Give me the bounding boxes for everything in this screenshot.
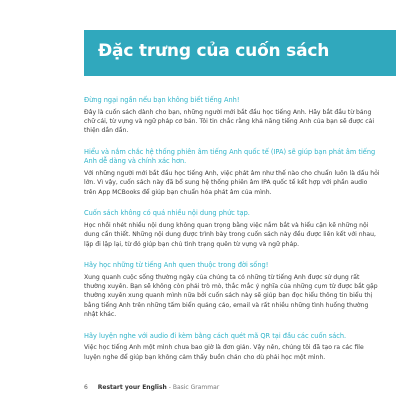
page-title: Đặc trưng của cuốn sách	[98, 41, 330, 61]
feature-body: Với những người mới bắt đầu học tiếng Anh, việc phát âm như thế nào cho chuẩn luôn là dấu hỏi lớn. Vì vậy, cuốn sách này đã bổ sung hệ thống phiên âm IPA quốc tế kết hợp với phần audio trên App MCBooks để giúp bạn chuẩn hóa phát âm của mình.	[84, 170, 380, 196]
feature-section	[84, 96, 380, 136]
feature-heading: Cuốn sách không có quá nhiều nội dung phức tạp.	[84, 209, 250, 218]
feature-section	[84, 209, 380, 249]
page-footer	[84, 384, 384, 391]
feature-heading: Đừng ngại ngần nếu bạn không biết tiếng Anh!	[84, 96, 240, 104]
feature-section	[84, 332, 380, 362]
feature-section	[84, 261, 380, 320]
page-number: 6	[84, 384, 88, 391]
feature-section	[84, 148, 380, 197]
feature-body: Xung quanh cuộc sống thường ngày của chúng ta có những từ tiếng Anh được sử dụng rất thường xuyên. Bạn sẽ không còn phải trò mò, thắc mắc ý nghĩa của những cụm từ được bắt gặp thường xuyên xung quanh mình nữa bởi cuốn sách này sẽ giúp bạn đọc hiểu thông tin biểu thị bằng tiếng Anh trên những tấm biển quảng cáo, email và rất nhiều những tình huống thường nhật khác.	[84, 273, 378, 319]
content-area	[84, 96, 380, 374]
feature-body: Đây là cuốn sách dành cho bạn, những người mới bắt đầu học tiếng Anh. Hãy bắt đầu từ bảng chữ cái, từ vựng và ngữ pháp cơ bản. Tôi tin chắc rằng khả năng tiếng Anh của bạn sẽ được cải thiện dần dần.	[84, 108, 375, 135]
feature-body: Việc học tiếng Anh một mình chưa bao giờ là đơn giản. Vậy nên, chúng tôi đã tạo ra các file luyện nghe để giúp bạn không cảm thấy buồn chán cho dù phải học một mình.	[84, 344, 364, 361]
feature-body: Học nhồi nhét nhiều nội dung không quan trọng bằng việc nắm bắt và hiểu cặn kẽ những nội dung cần thiết. Những nội dung được trình bày trong cuốn sách này đều được liên kết với nhau, lặp đi lặp lại, từ đó giúp bạn chủ tình trạng quên từ vựng và ngữ pháp.	[84, 221, 376, 248]
book-subtitle: - Basic Grammar	[168, 384, 220, 391]
feature-heading: Hiểu và nắm chắc hệ thống phiên âm tiếng Anh quốc tế (IPA) sẽ giúp bạn phát âm tiếng Anh dễ dàng và chính xác hơn.	[84, 147, 376, 166]
feature-heading: Hãy học những từ tiếng Anh quen thuộc trong đời sống!	[84, 261, 269, 270]
feature-heading: Hãy luyện nghe với audio đi kèm bằng cách quét mã QR tại đầu các cuốn sách.	[84, 331, 347, 340]
book-title: Restart your English	[97, 384, 167, 391]
header-band	[84, 30, 396, 76]
